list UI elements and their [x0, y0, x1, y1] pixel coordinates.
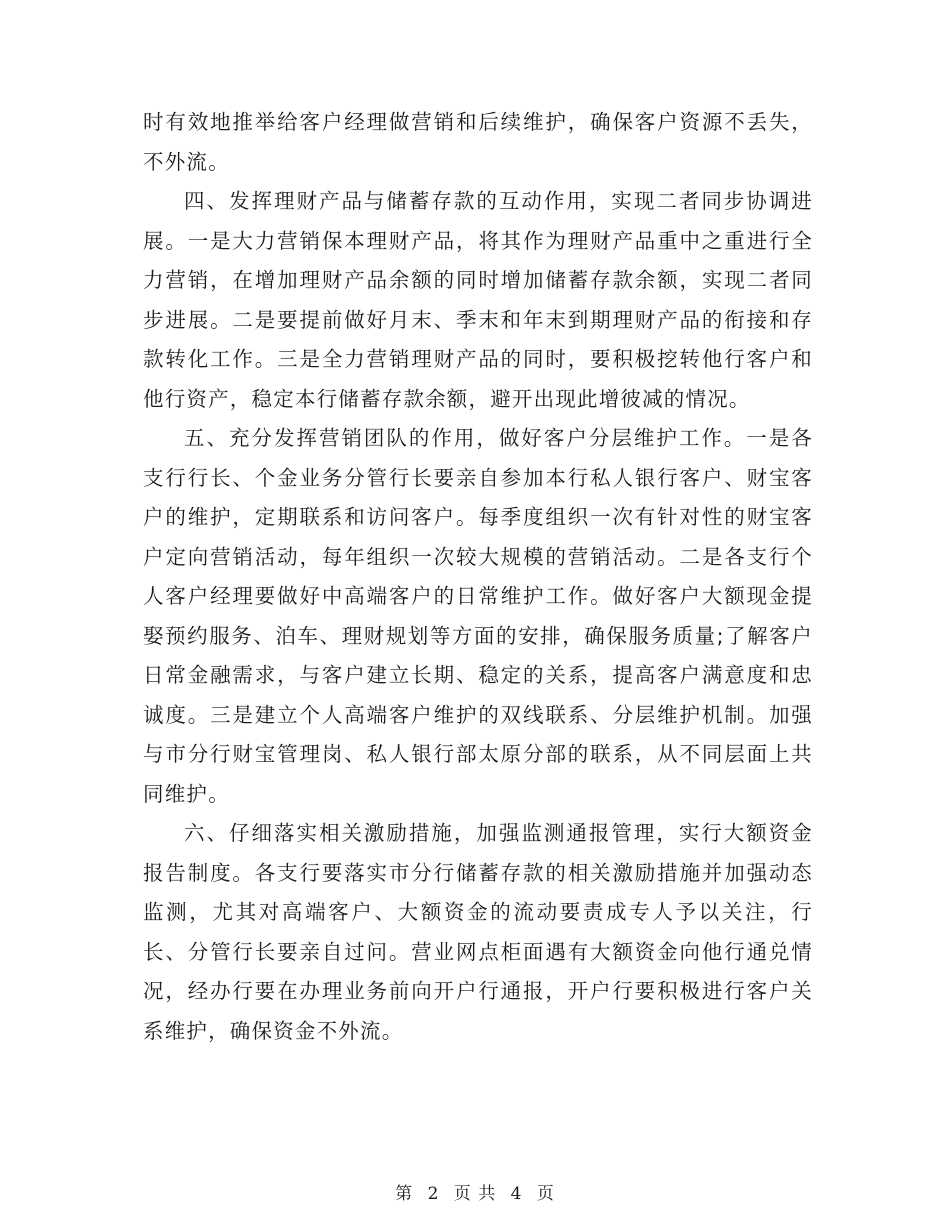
paragraph-section-four: 四、发挥理财产品与储蓄存款的互动作用，实现二者同步协调进展。一是大力营销保本理财产品，将其作为理财产品重中之重进行全力营销，在增加理财产品余额的同时增加储蓄存款余额，实现二者同步进展。二是要提前做好月末、季末和年末到期理财产品的衔接和存款转化工作。三是全力营销理财产品的同时，要积极挖转他行客户和他行资产，稳定本行储蓄存款余额，避开出现此增彼减的情况。: [143, 189, 813, 411]
footer-prefix: 第: [395, 1184, 414, 1204]
footer-total-pages: 4: [510, 1184, 523, 1204]
paragraph-section-five: 五、充分发挥营销团队的作用，做好客户分层维护工作。一是各支行行长、个金业务分管行长要亲自参加本行私人银行客户、财宝客户的维护，定期联系和访问客户。每季度组织一次有针对性的财宝客户定向营销活动，每年组织一次较大规模的营销活动。二是各支行个人客户经理要做好中高端客户的日常维护工作。做好客户大额现金提娶预约服务、泊车、理财规划等方面的安排，确保服务质量;了解客户日常金融需求，与客户建立长期、稳定的关系，提高客户满意度和忠诚度。三是建立个人高端客户维护的双线联系、分层维护机制。加强与市分行财宝管理岗、私人银行部太原分部的联系，从不同层面上共同维护。: [143, 426, 813, 806]
footer-suffix: 页: [536, 1184, 555, 1204]
paragraph-section-six: 六、仔细落实相关激励措施，加强监测通报管理，实行大额资金报告制度。各支行要落实市分行储蓄存款的相关激励措施并加强动态监测，尤其对高端客户、大额资金的流动要责成专人予以关注，行长、分管行长要亲自过问。营业网点柜面遇有大额资金向他行通兑情况，经办行要在办理业务前向开户行通报，开户行要积极进行客户关系维护，确保资金不外流。: [143, 821, 813, 1043]
paragraph-continuation: 时有效地推举给客户经理做营销和后续维护，确保客户资源不丢失，不外流。: [143, 110, 813, 174]
footer-current-page: 2: [427, 1184, 440, 1204]
page-footer: [0, 1179, 950, 1204]
document-body: [143, 103, 813, 1051]
footer-middle: 页 共: [453, 1184, 497, 1204]
